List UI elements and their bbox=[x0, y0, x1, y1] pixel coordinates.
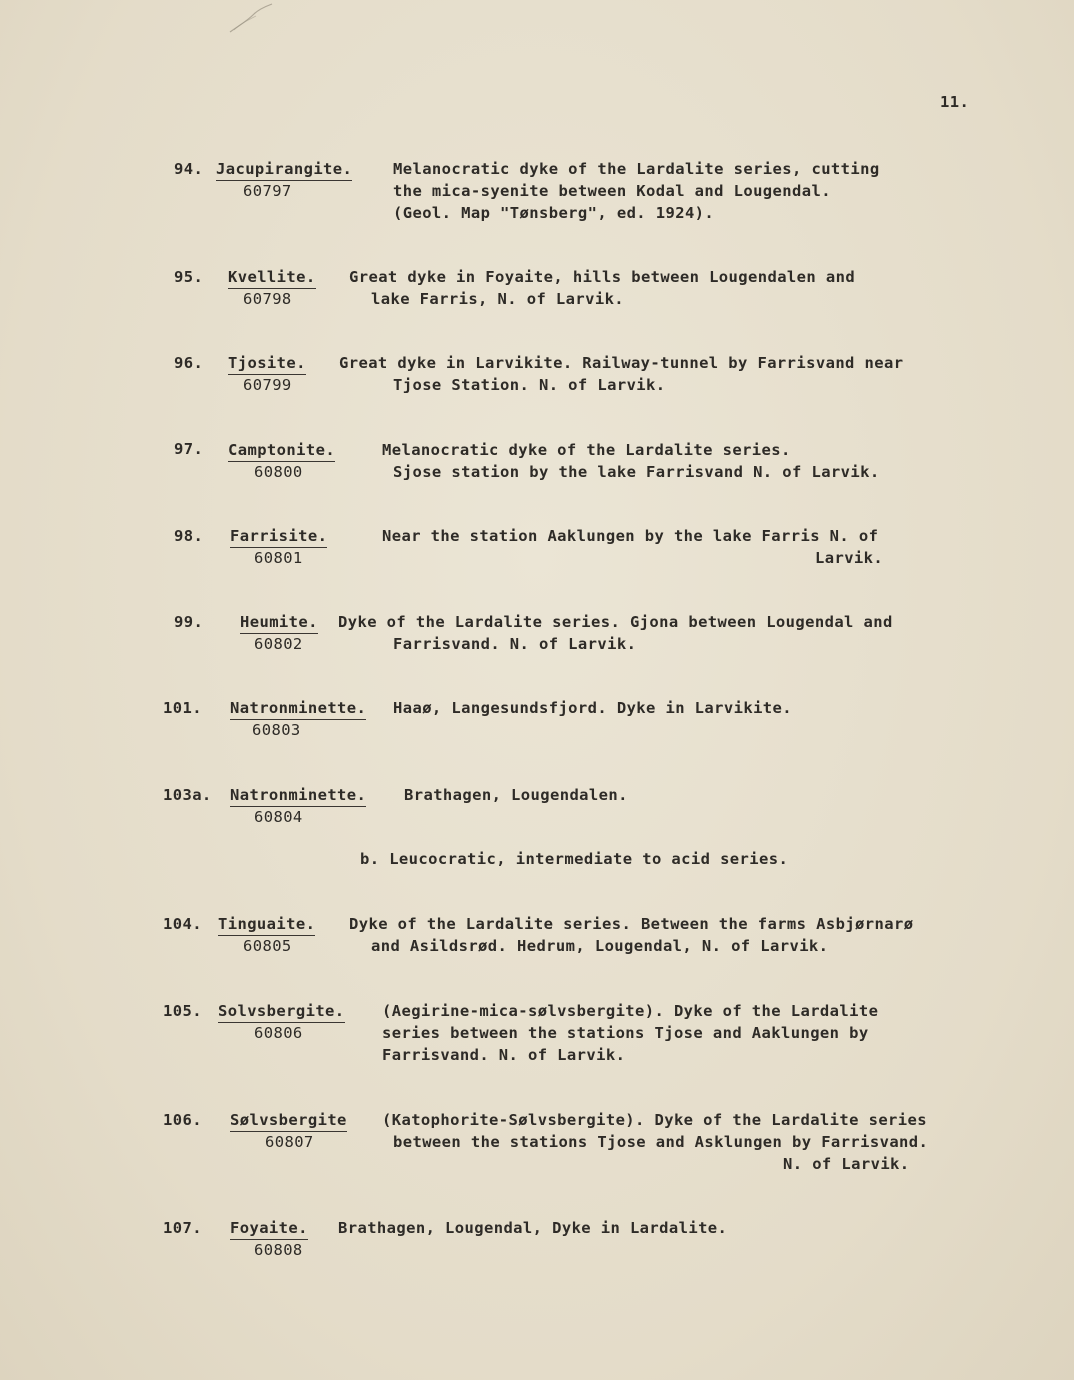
entry-description-line: between the stations Tjose and Asklungen by Farrisvand. bbox=[393, 1133, 929, 1151]
entry-number: 95. bbox=[174, 268, 204, 286]
entry-description-line: (Katophorite-Sølvsbergite). Dyke of the Lardalite series bbox=[382, 1111, 927, 1129]
entry-catalog-number: 60798 bbox=[243, 290, 292, 308]
entry-description-line: Dyke of the Lardalite series. Gjona between Lougendal and bbox=[338, 613, 893, 631]
entry-description-line: the mica-syenite between Kodal and Lougendal. bbox=[393, 182, 831, 200]
entry-description-line: Brathagen, Lougendal, Dyke in Lardalite. bbox=[338, 1219, 728, 1237]
entry-number: 101. bbox=[163, 699, 202, 717]
entry-number: 107. bbox=[163, 1219, 202, 1237]
entry-description-line: Melanocratic dyke of the Lardalite series, cutting bbox=[393, 160, 880, 178]
entry-rock-name: Farrisite. bbox=[230, 526, 327, 548]
entry-description-line: Larvik. bbox=[815, 549, 884, 567]
page-number: 11. bbox=[940, 93, 970, 111]
entry-rock-name: Tinguaite. bbox=[218, 914, 315, 936]
entry-catalog-number: 60797 bbox=[243, 182, 292, 200]
entry-number: 96. bbox=[174, 354, 204, 372]
entry-description-line: Great dyke in Foyaite, hills between Lougendalen and bbox=[349, 268, 856, 286]
entry-description-line: Farrisvand. N. of Larvik. bbox=[393, 635, 637, 653]
entry-number: 99. bbox=[174, 613, 204, 631]
entry-catalog-number: 60802 bbox=[254, 635, 303, 653]
entry-description-line: Great dyke in Larvikite. Railway-tunnel by Farrisvand near bbox=[339, 354, 904, 372]
entry-number: 98. bbox=[174, 527, 204, 545]
entry-rock-name: Solvsbergite. bbox=[218, 1001, 345, 1023]
entry-catalog-number: 60806 bbox=[254, 1024, 303, 1042]
entry-catalog-number: 60801 bbox=[254, 549, 303, 567]
entry-rock-name: Heumite. bbox=[240, 612, 318, 634]
entry-rock-name: Foyaite. bbox=[230, 1218, 308, 1240]
entry-number: 105. bbox=[163, 1002, 202, 1020]
entry-rock-name: Camptonite. bbox=[228, 440, 335, 462]
pencil-mark-icon bbox=[224, 2, 276, 36]
entry-description-line: Tjose Station. N. of Larvik. bbox=[393, 376, 666, 394]
entry-rock-name: Kvellite. bbox=[228, 267, 316, 289]
entry-description-line: and Asildsrød. Hedrum, Lougendal, N. of Larvik. bbox=[371, 937, 829, 955]
entry-number: 97. bbox=[174, 440, 204, 458]
entry-rock-name: Sølvsbergite bbox=[230, 1110, 347, 1132]
entry-rock-name: Tjosite. bbox=[228, 353, 306, 375]
section-heading: b. Leucocratic, intermediate to acid series. bbox=[360, 850, 789, 868]
entry-description-line: (Geol. Map "Tønsberg", ed. 1924). bbox=[393, 204, 715, 222]
entry-number: 94. bbox=[174, 160, 204, 178]
entry-description-line: Dyke of the Lardalite series. Between the farms Asbjørnarø bbox=[349, 915, 914, 933]
entry-description-line: Near the station Aaklungen by the lake Farris N. of bbox=[382, 527, 879, 545]
entry-description-line: N. of Larvik. bbox=[783, 1155, 910, 1173]
entry-description-line: Brathagen, Lougendalen. bbox=[404, 786, 628, 804]
entry-number: 104. bbox=[163, 915, 202, 933]
entry-description-line: Farrisvand. N. of Larvik. bbox=[382, 1046, 626, 1064]
entry-rock-name: Jacupirangite. bbox=[216, 159, 352, 181]
entry-rock-name: Natronminette. bbox=[230, 698, 366, 720]
entry-description-line: lake Farris, N. of Larvik. bbox=[371, 290, 625, 308]
entry-catalog-number: 60804 bbox=[254, 808, 303, 826]
entry-description-line: (Aegirine-mica-sølvsbergite). Dyke of the Lardalite bbox=[382, 1002, 879, 1020]
entry-catalog-number: 60807 bbox=[265, 1133, 314, 1151]
entry-catalog-number: 60808 bbox=[254, 1241, 303, 1259]
entry-description-line: Haaø, Langesundsfjord. Dyke in Larvikite. bbox=[393, 699, 793, 717]
entry-description-line: Sjose station by the lake Farrisvand N. of Larvik. bbox=[393, 463, 880, 481]
entry-rock-name: Natronminette. bbox=[230, 785, 366, 807]
entry-number: 106. bbox=[163, 1111, 202, 1129]
entry-catalog-number: 60800 bbox=[254, 463, 303, 481]
entry-catalog-number: 60803 bbox=[252, 721, 301, 739]
entry-number: 103a. bbox=[163, 786, 212, 804]
entry-description-line: Melanocratic dyke of the Lardalite series. bbox=[382, 441, 791, 459]
entry-catalog-number: 60799 bbox=[243, 376, 292, 394]
entry-description-line: series between the stations Tjose and Aaklungen by bbox=[382, 1024, 869, 1042]
entry-catalog-number: 60805 bbox=[243, 937, 292, 955]
